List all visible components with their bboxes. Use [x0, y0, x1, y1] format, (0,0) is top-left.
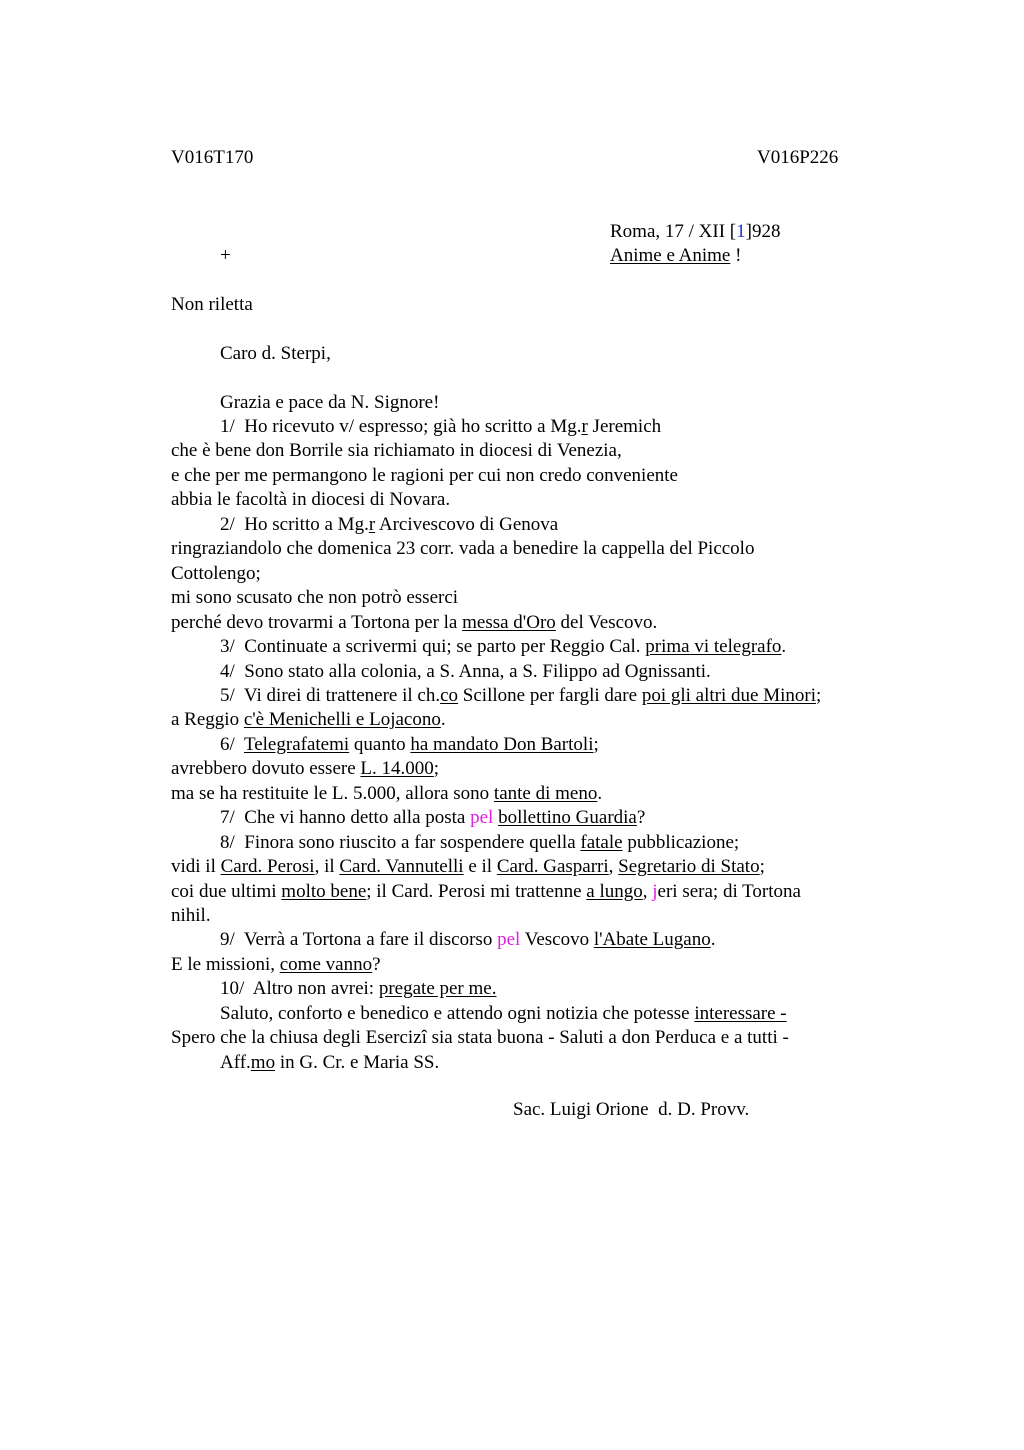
body-line [220, 1051, 439, 1075]
text-run: 4/ Sono stato alla colonia, a S. Anna, a S. Filippo ad Ognissanti. [220, 660, 711, 682]
body-line [171, 708, 446, 732]
body-line [220, 513, 558, 537]
body-line [171, 611, 657, 635]
body-line [171, 439, 622, 463]
body-line [171, 953, 381, 977]
underlined-text: a lungo [586, 880, 643, 902]
text-run: E le missioni, [171, 953, 280, 975]
body-line [220, 635, 786, 659]
dateline-pre: Roma, 17 / XII [ [610, 221, 737, 242]
text-run: che è bene don Borrile sia richiamato in diocesi di Venezia, [171, 440, 622, 462]
text-run: 8/ Finora sono riuscito a far sospendere quella [220, 831, 581, 853]
body-line [220, 928, 715, 952]
body-line [171, 586, 458, 610]
signature: Sac. Luigi Orione d. D. Provv. [513, 1099, 750, 1120]
cross-symbol: + [220, 245, 231, 266]
text-run: 1/ Ho ricevuto v/ espresso; già ho scritto a Mg. [220, 416, 582, 437]
text-run: 3/ Continuate a scrivermi qui; se parto per Reggio Cal. [220, 636, 646, 657]
text-run: ; [759, 856, 765, 878]
body-line [171, 1026, 789, 1050]
motto-end: ! [730, 245, 742, 266]
greeting: Grazia e pace da N. Signore! [220, 392, 440, 413]
text-run: ; il Card. Perosi mi trattenne [366, 880, 587, 902]
dateline [610, 220, 780, 244]
archive-code-left: V016T170 [171, 147, 254, 168]
text-run: Scillone per fargli dare [458, 685, 642, 706]
text-run: , [642, 880, 653, 902]
text-run: Arcivescovo di Genova [375, 513, 559, 535]
underlined-text: Segretario di Stato [618, 856, 760, 878]
body-line [171, 855, 765, 879]
text-run: 2/ Ho scritto a Mg. [220, 513, 369, 535]
body-line [171, 782, 602, 806]
underlined-text: poi gli altri due Minori [641, 685, 816, 706]
text-run: perché devo trovarmi a Tortona per la [171, 611, 463, 633]
text-run: . [597, 782, 603, 804]
salutation: Caro d. Sterpi, [220, 343, 331, 364]
body-line [220, 977, 496, 1001]
text-run: in G. Cr. e Maria SS. [275, 1051, 440, 1073]
note-non-riletta: Non riletta [171, 294, 253, 315]
text-run: 7/ Che vi hanno detto alla posta [220, 807, 471, 829]
body-line [220, 684, 821, 708]
underlined-text: prima vi telegrafo [645, 636, 782, 657]
underlined-text: pregate per me. [378, 978, 497, 1000]
underlined-text: come vanno [279, 953, 373, 975]
underlined-text: Card. Vannutelli [339, 856, 464, 878]
editorial-insert: 1 [736, 221, 746, 242]
text-run: avrebbero dovuto essere [171, 758, 361, 780]
underlined-text: L. 14.000 [360, 758, 434, 780]
body-line [220, 831, 739, 855]
text-run: 10/ Altro non avrei: [220, 978, 379, 1000]
text-run: Aff. [220, 1051, 251, 1073]
text-run: ; [593, 733, 599, 755]
text-run: . [710, 929, 716, 951]
text-run: eri sera; di Tortona [657, 880, 801, 902]
motto [610, 244, 741, 268]
underlined-text: fatale [580, 831, 623, 853]
text-run: coi due ultimi [171, 880, 282, 902]
text-run: pubblicazione; [622, 831, 740, 853]
text-run: ? [636, 807, 646, 829]
underlined-text: Card. Perosi [220, 856, 315, 878]
underlined-text: ha mandato Don Bartoli [410, 733, 594, 755]
underlined-text: interessare - [694, 1002, 787, 1024]
text-run: ringraziandolo che domenica 23 corr. vada a benedire la cappella del Piccolo [171, 538, 755, 560]
body-line [171, 488, 450, 512]
text-run: Cottolengo; [171, 562, 261, 584]
body-line [220, 806, 645, 830]
text-run: , [608, 856, 619, 878]
text-run: Vescovo [520, 929, 594, 951]
underlined-text: Telegrafatemi [243, 733, 350, 755]
dateline-post: ]928 [745, 221, 781, 242]
body-line [171, 537, 754, 561]
underlined-text: Card. Gasparri [496, 856, 609, 878]
body-line [171, 562, 261, 586]
underlined-text: r [581, 416, 588, 437]
text-run: e che per me permangono le ragioni per cui non credo conveniente [171, 464, 678, 486]
text-run: del Vescovo. [555, 611, 658, 633]
text-run: 6/ [220, 733, 244, 755]
text-run: mi sono scusato che non potrò esserci [171, 587, 459, 609]
underlined-text: tante di meno [493, 782, 598, 804]
underlined-text: c'è Menichelli e Lojacono [243, 709, 441, 731]
body-line [220, 1002, 787, 1026]
text-run: vidi il [171, 856, 221, 878]
body-line [220, 733, 599, 757]
text-run: 5/ Vi direi di trattenere il ch. [220, 685, 441, 706]
text-run: Jeremich [587, 416, 662, 437]
text-run: . [781, 636, 787, 657]
body-line [220, 660, 711, 684]
text-run: nihil. [171, 905, 211, 926]
text-run: Saluto, conforto e benedico e attendo ogni notizia che potesse [220, 1002, 695, 1024]
highlighted-text: pel [470, 807, 494, 829]
body-line [171, 904, 211, 928]
underlined-text: mo [250, 1051, 276, 1073]
text-run: Spero che la chiusa degli Esercizî sia stata buona - Saluti a don Perduca e a tutti - [171, 1027, 789, 1049]
text-run: , il [314, 856, 340, 878]
text-run: ? [372, 953, 381, 975]
text-run: abbia le facoltà in diocesi di Novara. [171, 489, 451, 511]
underlined-text: bollettino Guardia [498, 807, 637, 829]
body-line [171, 757, 439, 781]
text-run: 9/ Verrà a Tortona a fare il discorso [220, 929, 498, 951]
underlined-text: molto bene [281, 880, 367, 902]
body-line [220, 415, 661, 439]
highlighted-text: pel [497, 929, 521, 951]
underlined-text: l'Abate Lugano [593, 929, 711, 951]
text-run: quanto [349, 733, 411, 755]
text-run: ; [433, 758, 440, 780]
motto-text: Anime e Anime [610, 245, 731, 266]
text-run: a Reggio [171, 709, 244, 731]
underlined-text: messa d'Oro [462, 611, 556, 633]
underlined-text: co [440, 685, 459, 706]
body-line [171, 464, 678, 488]
archive-code-right: V016P226 [757, 147, 839, 168]
highlighted-text: j [652, 880, 658, 902]
body-line [171, 880, 801, 904]
text-run: ma se ha restituite le L. 5.000, allora sono [171, 782, 494, 804]
text-run: e il [463, 856, 497, 878]
text-run: ; [815, 685, 822, 706]
text-run: . [440, 709, 446, 731]
underlined-text: r [368, 513, 376, 535]
